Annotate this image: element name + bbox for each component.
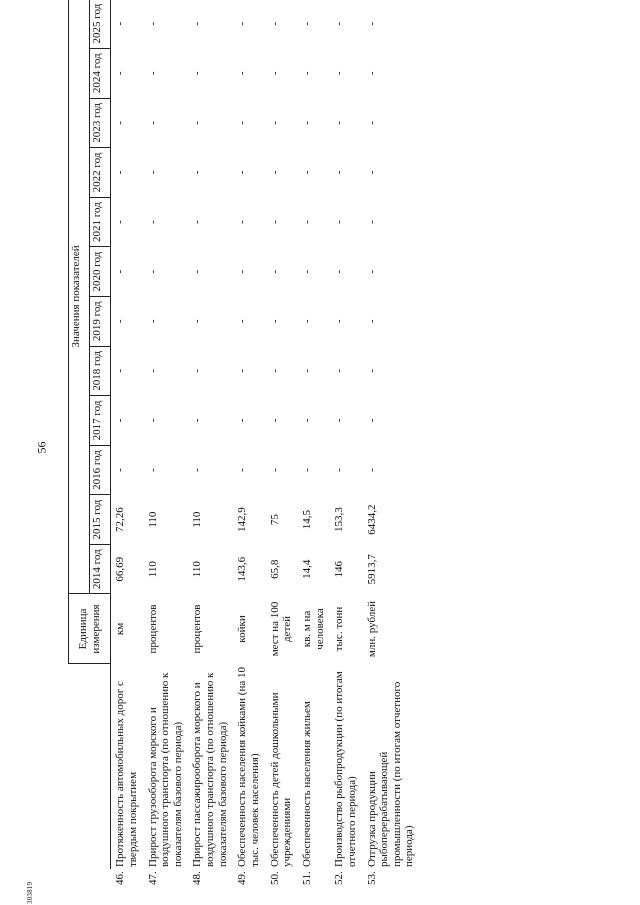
row-number: 52.: [333, 871, 346, 885]
indicator-value: -: [236, 21, 249, 26]
header-year: 2017 год: [89, 396, 111, 446]
row-number: 51.: [300, 871, 313, 885]
indicator-value: -: [191, 369, 204, 373]
row-number: 46.: [113, 871, 126, 885]
table-row: [188, 0, 233, 885]
header-year: 2016 год: [89, 445, 111, 495]
indicator-name: Отгрузка продукции рыбоперерабатывающей промышленности (по итогам отчетного периода): [365, 681, 416, 867]
indicator-value: -: [300, 468, 313, 472]
indicator-value: 14,5: [300, 509, 313, 530]
indicator-value: -: [191, 418, 204, 423]
indicator-value: -: [114, 468, 127, 472]
indicator-value: 110: [191, 511, 204, 528]
indicator-value: -: [365, 220, 378, 224]
indicator-value: -: [114, 319, 127, 324]
indicator-value: -: [236, 418, 249, 423]
table-row: [266, 0, 298, 885]
indicator-value: -: [146, 220, 159, 224]
indicator-value: -: [300, 121, 313, 125]
header-year: 2023 год: [89, 98, 111, 148]
indicator-value: -: [300, 220, 313, 224]
indicator-value: -: [333, 220, 346, 224]
page-number: 56: [34, 441, 49, 454]
header-year: 2020 год: [89, 247, 111, 297]
indicator-value: 110: [146, 561, 159, 578]
indicator-unit: кв. м на человека: [300, 608, 326, 650]
rotated-page-content: [60, 0, 550, 905]
indicator-value: -: [333, 71, 346, 76]
indicator-value: 65,8: [268, 559, 281, 579]
indicator-name: Обеспеченность детей дошкольными учреждениями: [268, 692, 294, 867]
indicator-value: -: [365, 71, 378, 76]
indicator-value: -: [268, 369, 281, 373]
indicator-value: -: [333, 269, 346, 274]
indicator-name: Производство рыбопродукции (по итогам отчетного периода): [333, 671, 358, 867]
indicator-value: 72,26: [114, 507, 127, 532]
indicator-value: -: [365, 170, 378, 175]
table-row: [111, 0, 144, 885]
indicator-value: -: [191, 220, 204, 224]
indicator-value: -: [146, 319, 159, 324]
indicator-value: -: [146, 369, 159, 373]
header-values-group: Значения показателей: [69, 0, 90, 594]
indicator-value: -: [146, 21, 159, 26]
indicator-value: -: [191, 121, 204, 125]
indicator-value: -: [191, 71, 204, 76]
table-row: [363, 0, 421, 885]
indicator-value: -: [236, 220, 249, 224]
indicator-name: Обеспеченность населения койками (на 10 тыс. человек населения): [236, 667, 262, 867]
indicator-value: -: [146, 418, 159, 423]
indicator-value: -: [268, 319, 281, 324]
indicator-name: Протяженность автомобильных дорог с твердым покрытием: [114, 681, 139, 867]
indicator-value: -: [236, 269, 249, 274]
indicator-unit: млн. рублей: [365, 600, 378, 658]
indicator-value: -: [191, 269, 204, 274]
row-number: 47.: [146, 871, 159, 885]
indicator-value: -: [236, 121, 249, 125]
indicator-value: -: [300, 21, 313, 26]
indicator-value: -: [191, 319, 204, 324]
table-row: [330, 0, 362, 885]
indicator-value: -: [191, 468, 204, 472]
indicator-value: -: [333, 121, 346, 125]
row-number: 49.: [236, 871, 249, 885]
header-year: 2025 год: [89, 0, 111, 48]
indicator-value: -: [365, 369, 378, 373]
indicator-value: -: [268, 418, 281, 423]
indicator-value: -: [236, 319, 249, 324]
indicator-unit: км: [114, 622, 127, 636]
indicator-unit: процентов: [191, 604, 204, 654]
indicator-name: Прирост грузооборота морского и воздушного транспорта (по отношению к показателям базового периода): [146, 672, 184, 867]
indicator-value: -: [191, 21, 204, 26]
indicator-value: -: [333, 319, 346, 324]
indicator-value: -: [146, 269, 159, 274]
indicator-value: -: [236, 170, 249, 175]
indicator-value: -: [114, 418, 127, 423]
indicator-value: -: [114, 369, 127, 373]
indicator-unit: койки: [236, 615, 249, 643]
table-row: [144, 0, 189, 885]
indicator-value: 66,69: [114, 556, 127, 582]
indicator-value: -: [365, 468, 378, 472]
header-unit: Единица измерения: [69, 594, 111, 664]
indicator-value: 110: [191, 561, 204, 578]
indicator-value: -: [300, 170, 313, 175]
indicator-value: -: [114, 269, 127, 274]
indicator-value: -: [268, 220, 281, 224]
indicator-value: -: [365, 121, 378, 125]
header-year: 2019 год: [89, 296, 111, 346]
indicator-value: -: [333, 369, 346, 373]
document-code: 303819: [26, 881, 34, 904]
indicator-value: -: [146, 170, 159, 175]
indicator-value: -: [365, 319, 378, 324]
indicator-value: -: [300, 418, 313, 423]
indicator-value: -: [114, 220, 127, 224]
indicators-table: [68, 0, 420, 885]
indicator-value: -: [236, 369, 249, 373]
indicator-value: 110: [146, 511, 159, 528]
indicator-value: -: [333, 468, 346, 472]
indicator-unit: мест на 100 детей: [268, 601, 294, 657]
header-year: 2021 год: [89, 197, 111, 247]
indicator-value: -: [300, 71, 313, 76]
header-number-cell: [69, 869, 111, 885]
indicator-value: -: [236, 468, 249, 472]
indicator-value: -: [268, 21, 281, 26]
indicator-value: -: [268, 71, 281, 76]
indicator-value: -: [236, 71, 249, 76]
indicator-value: -: [114, 21, 127, 26]
row-number: 53.: [365, 871, 378, 885]
indicator-value: 142,9: [236, 507, 249, 532]
indicator-value: -: [146, 468, 159, 472]
indicator-name: Обеспеченность населения жильем: [300, 701, 313, 867]
table-row: [298, 0, 330, 885]
indicator-value: -: [268, 170, 281, 175]
indicator-value: 75: [268, 514, 281, 526]
table-header: [69, 0, 111, 885]
header-name-cell: [69, 664, 111, 869]
indicator-value: -: [300, 269, 313, 274]
indicator-value: -: [114, 71, 127, 76]
indicator-value: 143,6: [236, 556, 249, 582]
indicator-value: 14,4: [300, 559, 313, 579]
indicator-value: -: [191, 170, 204, 175]
indicator-value: -: [114, 121, 127, 125]
indicator-value: -: [300, 319, 313, 324]
indicator-value: -: [146, 71, 159, 76]
header-year: 2018 год: [89, 346, 111, 396]
indicator-value: -: [300, 369, 313, 373]
indicator-value: -: [268, 468, 281, 472]
table-body: [111, 0, 420, 885]
indicator-value: -: [268, 121, 281, 125]
indicator-value: 146: [333, 560, 346, 578]
indicator-value: -: [365, 21, 378, 26]
table-row: [233, 0, 265, 885]
indicator-value: 5913,7: [365, 554, 378, 585]
indicator-value: -: [333, 170, 346, 175]
indicator-value: -: [333, 21, 346, 26]
indicator-value: -: [268, 269, 281, 274]
indicator-unit: тыс. тонн: [333, 606, 346, 652]
indicator-unit: процентов: [146, 604, 159, 654]
header-year: 2015 год: [89, 495, 111, 545]
indicator-value: -: [146, 121, 159, 125]
indicator-value: -: [333, 418, 346, 423]
indicator-value: -: [365, 418, 378, 423]
indicator-value: 6434,2: [365, 504, 378, 535]
indicator-value: -: [365, 269, 378, 274]
header-year: 2024 год: [89, 48, 111, 98]
row-number: 50.: [268, 871, 281, 885]
indicator-value: -: [114, 170, 127, 175]
header-year: 2022 год: [89, 148, 111, 198]
indicator-value: 153,3: [333, 507, 346, 532]
indicator-name: Прирост пассажирооборота морского и воздушного транспорта (по отношению к показателям базового периода): [191, 672, 229, 867]
row-number: 48.: [191, 871, 204, 885]
header-year: 2014 год: [89, 544, 111, 594]
